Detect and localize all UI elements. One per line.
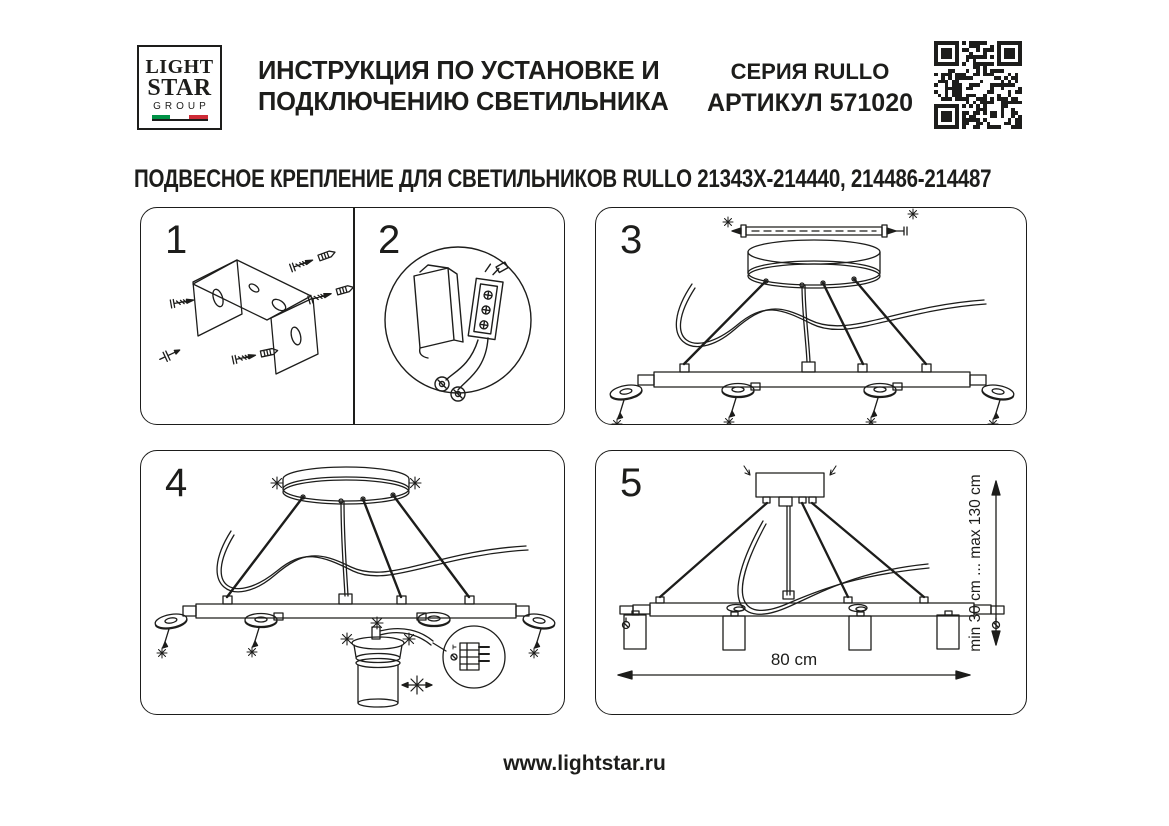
step-3-box (595, 207, 1027, 425)
width-dimension-label: 80 cm (770, 650, 818, 669)
step-3-diagram-wrap (596, 208, 1026, 424)
article-number: АРТИКУЛ 571020 (706, 89, 914, 117)
step-1-2-diagrams (141, 208, 564, 424)
subtitle: ПОДВЕСНОЕ КРЕПЛЕНИЕ ДЛЯ СВЕТИЛЬНИКОВ RULLO 21343X-214440, 214486-214487 (134, 165, 992, 193)
qr-code (930, 37, 1026, 133)
lamp-mounting-diagram (141, 451, 564, 714)
step-1-number: 1 (165, 218, 188, 262)
logo-group: GROUP (153, 100, 210, 112)
step-4-box (140, 450, 565, 715)
step-5-diagram-wrap (596, 451, 1026, 714)
step-5-box (595, 450, 1027, 715)
page-title (258, 56, 669, 118)
bracket-and-screws-diagram (141, 208, 353, 424)
title-line-2: ПОДКЛЮЧЕНИЮ СВЕТИЛЬНИКА (258, 88, 669, 116)
step-1-2-box (140, 207, 565, 425)
title-line-1: ИНСТРУКЦИЯ ПО УСТАНОВКЕ И (258, 57, 660, 85)
logo-star: STAR (147, 74, 212, 101)
assembled-chandelier-dimensions-diagram (596, 451, 1026, 714)
step-5-number: 5 (620, 461, 643, 505)
italian-flag-stripe (152, 115, 208, 121)
logo-light: LIGHT (145, 56, 214, 79)
series-block (704, 57, 916, 119)
step-3-number: 3 (620, 218, 643, 262)
website-url: www.lightstar.ru (503, 752, 666, 775)
canopy-suspension-diagram (596, 208, 1026, 424)
step-4-number: 4 (165, 461, 188, 505)
wiring-detail-diagram (354, 208, 566, 424)
height-dimension-label: min 30 cm ... max 130 cm (967, 474, 984, 652)
series-name: СЕРИЯ RULLO (730, 59, 890, 84)
step-4-diagram-wrap (141, 451, 564, 714)
lightstar-logo (137, 45, 222, 130)
step-2-number: 2 (378, 218, 401, 262)
